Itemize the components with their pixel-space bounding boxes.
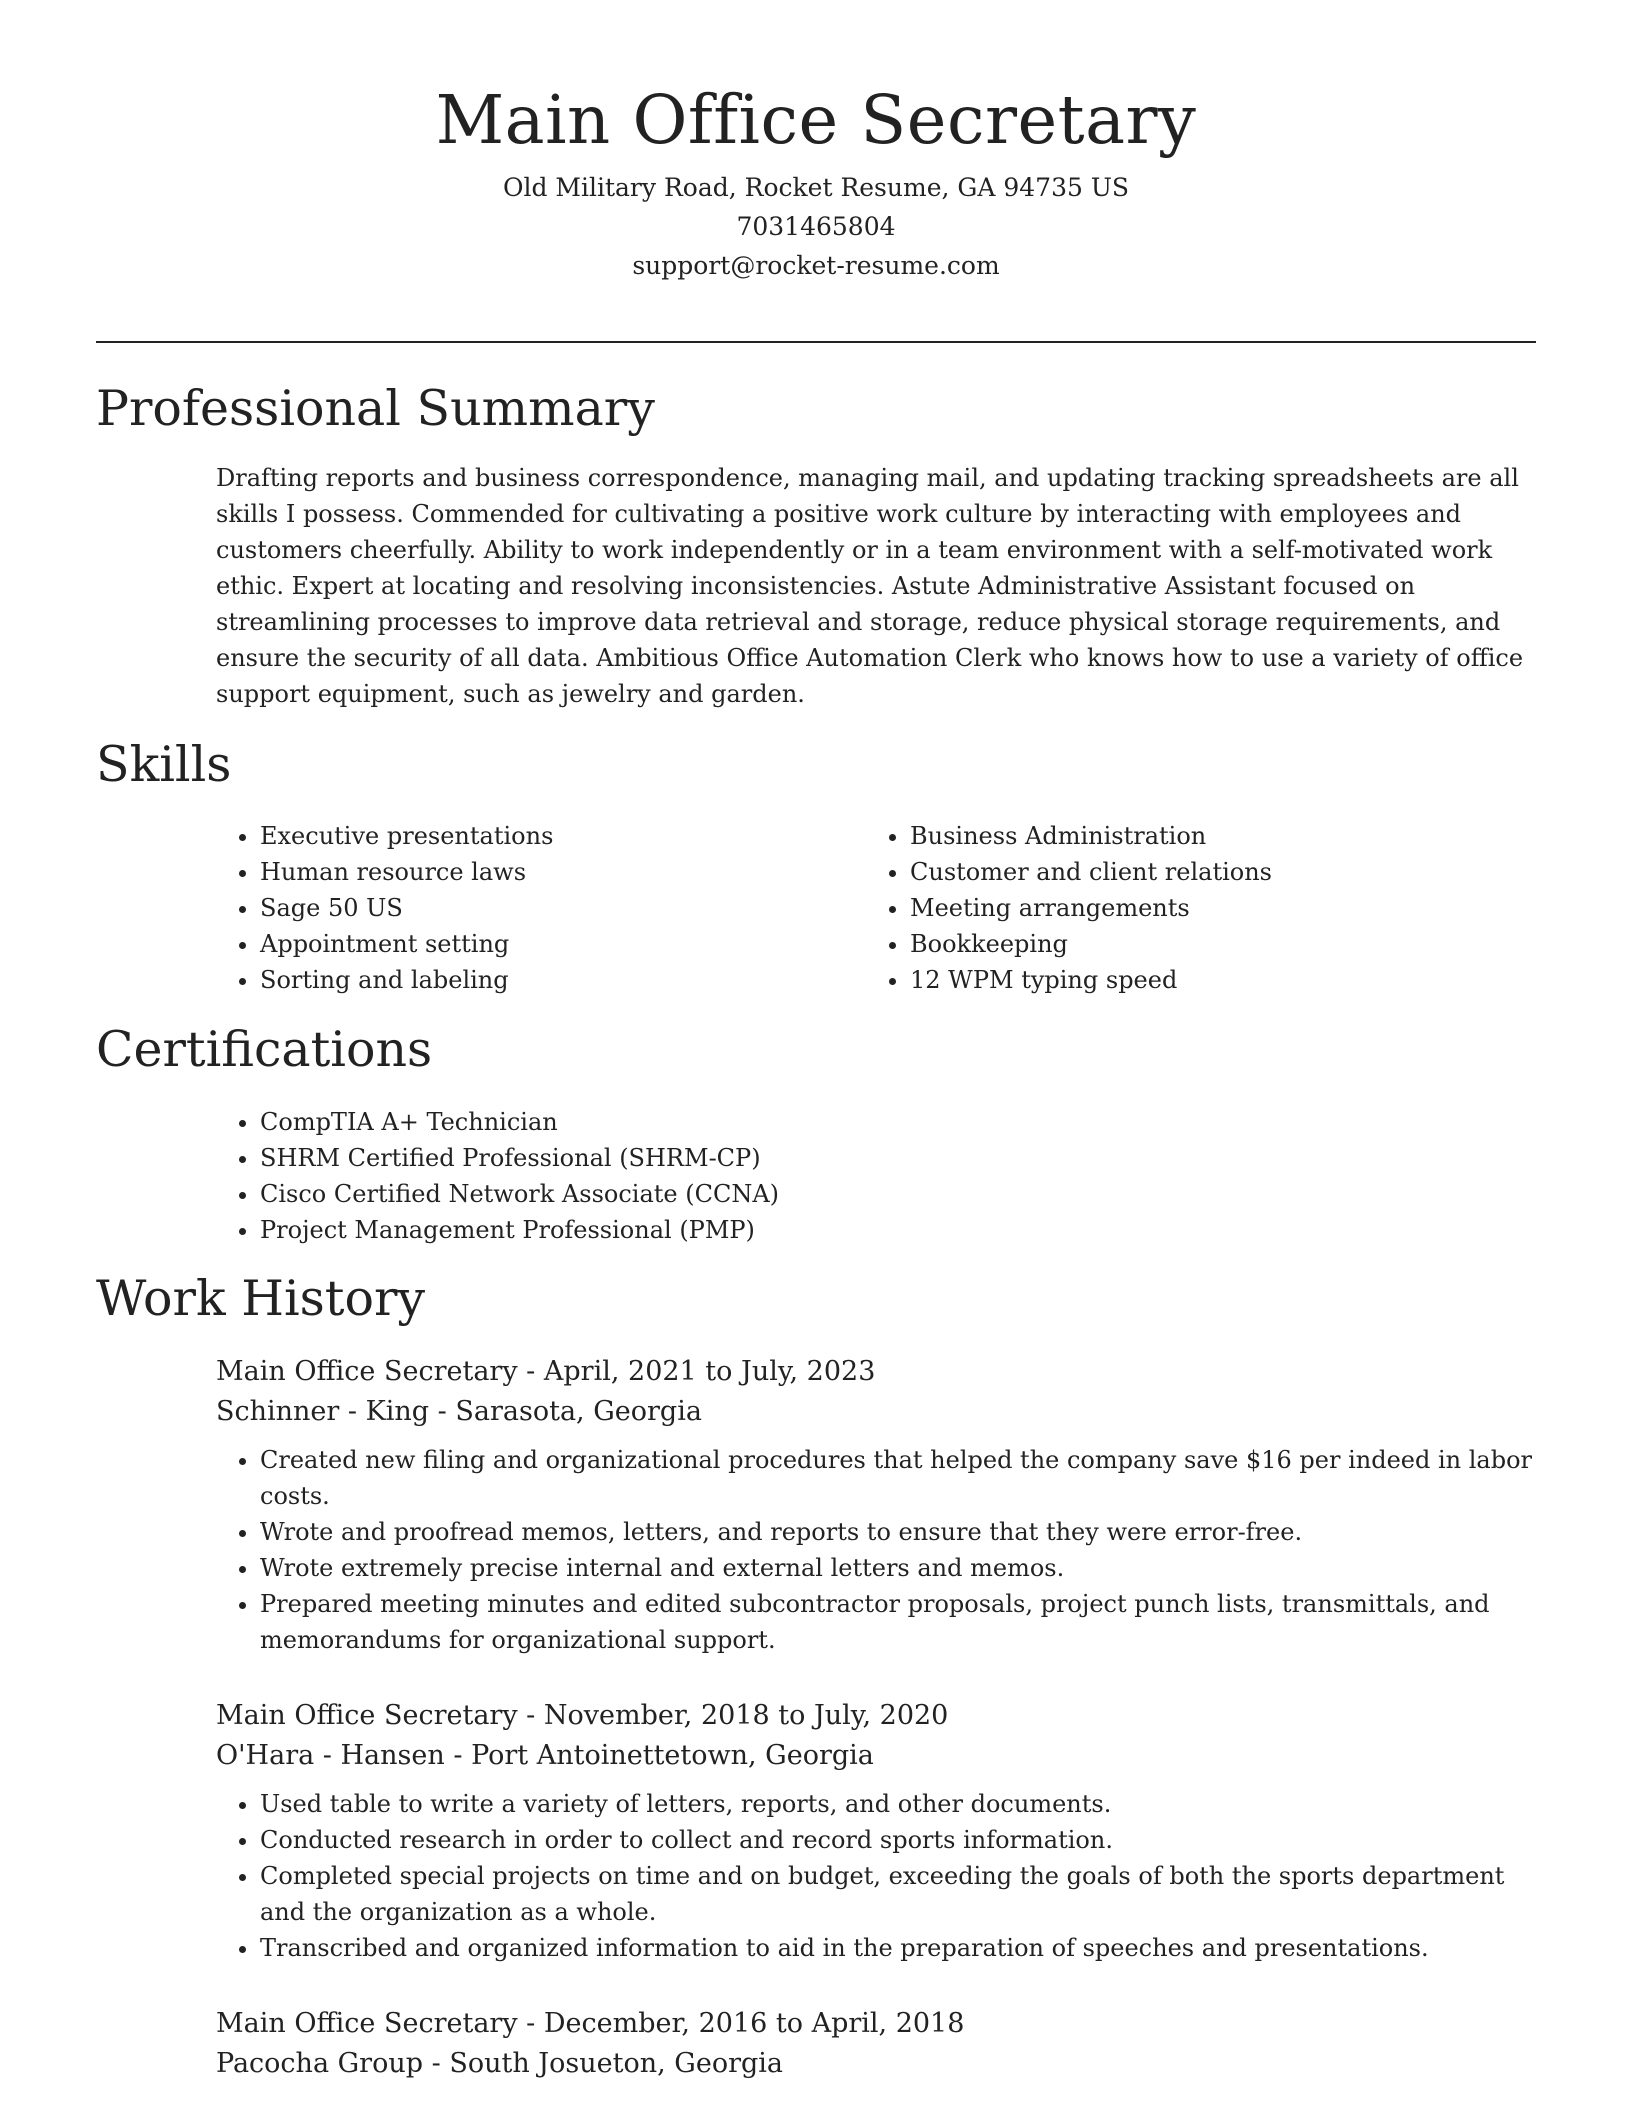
job-company-line: [216, 1392, 1536, 1432]
job-bullet: • Transcribed and organized information to aid in the preparation of speeches and presentations.: [260, 1930, 1536, 1966]
job-bullet: • Conducted research in order to collect and record sports information.: [260, 1822, 1536, 1858]
job-company-line: [216, 2044, 1536, 2084]
job-entry: [216, 1352, 1536, 1658]
skill-item: • 12 WPM typing speed: [910, 962, 1466, 998]
job-entry: [216, 2004, 1536, 2084]
skills-list-right: [866, 818, 1466, 998]
separator: -: [526, 1700, 544, 1731]
section-title-work-history: Work History: [96, 1270, 426, 1327]
job-dates: April, 2021 to July, 2023: [543, 1356, 876, 1387]
separator: -: [431, 2048, 450, 2079]
job-bullet: • Wrote and proofread memos, letters, and reports to ensure that they were error-free.: [260, 1514, 1536, 1550]
job-company: Pacocha Group: [216, 2048, 424, 2079]
contact-address: Old Military Road, Rocket Resume, GA 94735 US: [502, 173, 1130, 203]
separator: -: [526, 1356, 544, 1387]
job-dates: November, 2018 to July, 2020: [543, 1700, 949, 1731]
job-bullet: • Used table to write a variety of letters, reports, and other documents.: [260, 1786, 1536, 1822]
job-bullet: • Prepared meeting minutes and edited subcontractor proposals, project punch lists, transmittals, and memorandums for organizational support.: [260, 1586, 1536, 1658]
job-location: South Josueton, Georgia: [449, 2048, 783, 2079]
certification-item: • Cisco Certified Network Associate (CCNA): [260, 1176, 1536, 1212]
separator: -: [437, 1396, 456, 1427]
job-title-line: [216, 1352, 1536, 1392]
contact-block: [96, 168, 1536, 285]
job-location: Port Antoinettetown, Georgia: [471, 1740, 874, 1771]
job-bullets: [216, 1786, 1536, 1966]
candidate-name: Main Office Secretary: [435, 81, 1197, 159]
certifications-block: [216, 1104, 1536, 1248]
skills-list-left: [216, 818, 816, 998]
skill-item: • Sorting and labeling: [260, 962, 816, 998]
job-title: Main Office Secretary: [216, 2008, 518, 2039]
section-title-skills: Skills: [96, 736, 232, 793]
skill-item: • Appointment setting: [260, 926, 816, 962]
skills-column-right: [866, 818, 1466, 998]
skills-column-left: [216, 818, 816, 998]
job-title-line: [216, 2004, 1536, 2044]
job-bullet: • Completed special projects on time and on budget, exceeding the goals of both the sports department and the organization as a whole.: [260, 1858, 1536, 1930]
separator: -: [526, 2008, 544, 2039]
contact-phone: 7031465804: [736, 212, 896, 242]
job-bullets: [216, 1442, 1536, 1658]
job-location: Sarasota, Georgia: [455, 1396, 702, 1427]
section-title-certifications: Certifications: [96, 1021, 433, 1078]
contact-email: support@rocket-resume.com: [632, 251, 1000, 281]
resume-header: [96, 80, 1536, 285]
skill-item: • Sage 50 US: [260, 890, 816, 926]
job-company: Schinner - King: [216, 1396, 430, 1427]
certification-item: • Project Management Professional (PMP): [260, 1212, 1536, 1248]
skill-item: • Meeting arrangements: [910, 890, 1466, 926]
skill-item: • Bookkeeping: [910, 926, 1466, 962]
job-company: O'Hara - Hansen: [216, 1740, 445, 1771]
job-title-line: [216, 1696, 1536, 1736]
section-title-summary: Professional Summary: [96, 380, 655, 437]
job-bullet: • Wrote extremely precise internal and external letters and memos.: [260, 1550, 1536, 1586]
certifications-list: [216, 1104, 1536, 1248]
job-bullet: • Created new filing and organizational procedures that helped the company save $16 per indeed in labor costs.: [260, 1442, 1536, 1514]
header-divider: [96, 341, 1536, 343]
skill-item: • Executive presentations: [260, 818, 816, 854]
separator: -: [453, 1740, 472, 1771]
job-entry: [216, 1696, 1536, 1966]
summary-text: Drafting reports and business correspondence, managing mail, and updating tracking spreadsheets are all skills I possess. Commended for cultivating a positive work culture by interacting with employees and customers cheerfully. Ability to work independently or in a team environment with a self-motivated work ethic. Expert at locating and resolving inconsistencies. Astute Administrative Assistant focused on streamlining processes to improve data retrieval and storage, reduce physical storage requirements, and ensure the security of all data. Ambitious Office Automation Clerk who knows how to use a variety of office support equipment, such as jewelry and garden.: [216, 464, 1524, 708]
certification-item: • SHRM Certified Professional (SHRM-CP): [260, 1140, 1536, 1176]
skill-item: • Human resource laws: [260, 854, 816, 890]
job-title: Main Office Secretary: [216, 1700, 518, 1731]
job-company-line: [216, 1736, 1536, 1776]
skill-item: • Customer and client relations: [910, 854, 1466, 890]
job-title: Main Office Secretary: [216, 1356, 518, 1387]
job-dates: December, 2016 to April, 2018: [543, 2008, 965, 2039]
certification-item: • CompTIA A+ Technician: [260, 1104, 1536, 1140]
skill-item: • Business Administration: [910, 818, 1466, 854]
